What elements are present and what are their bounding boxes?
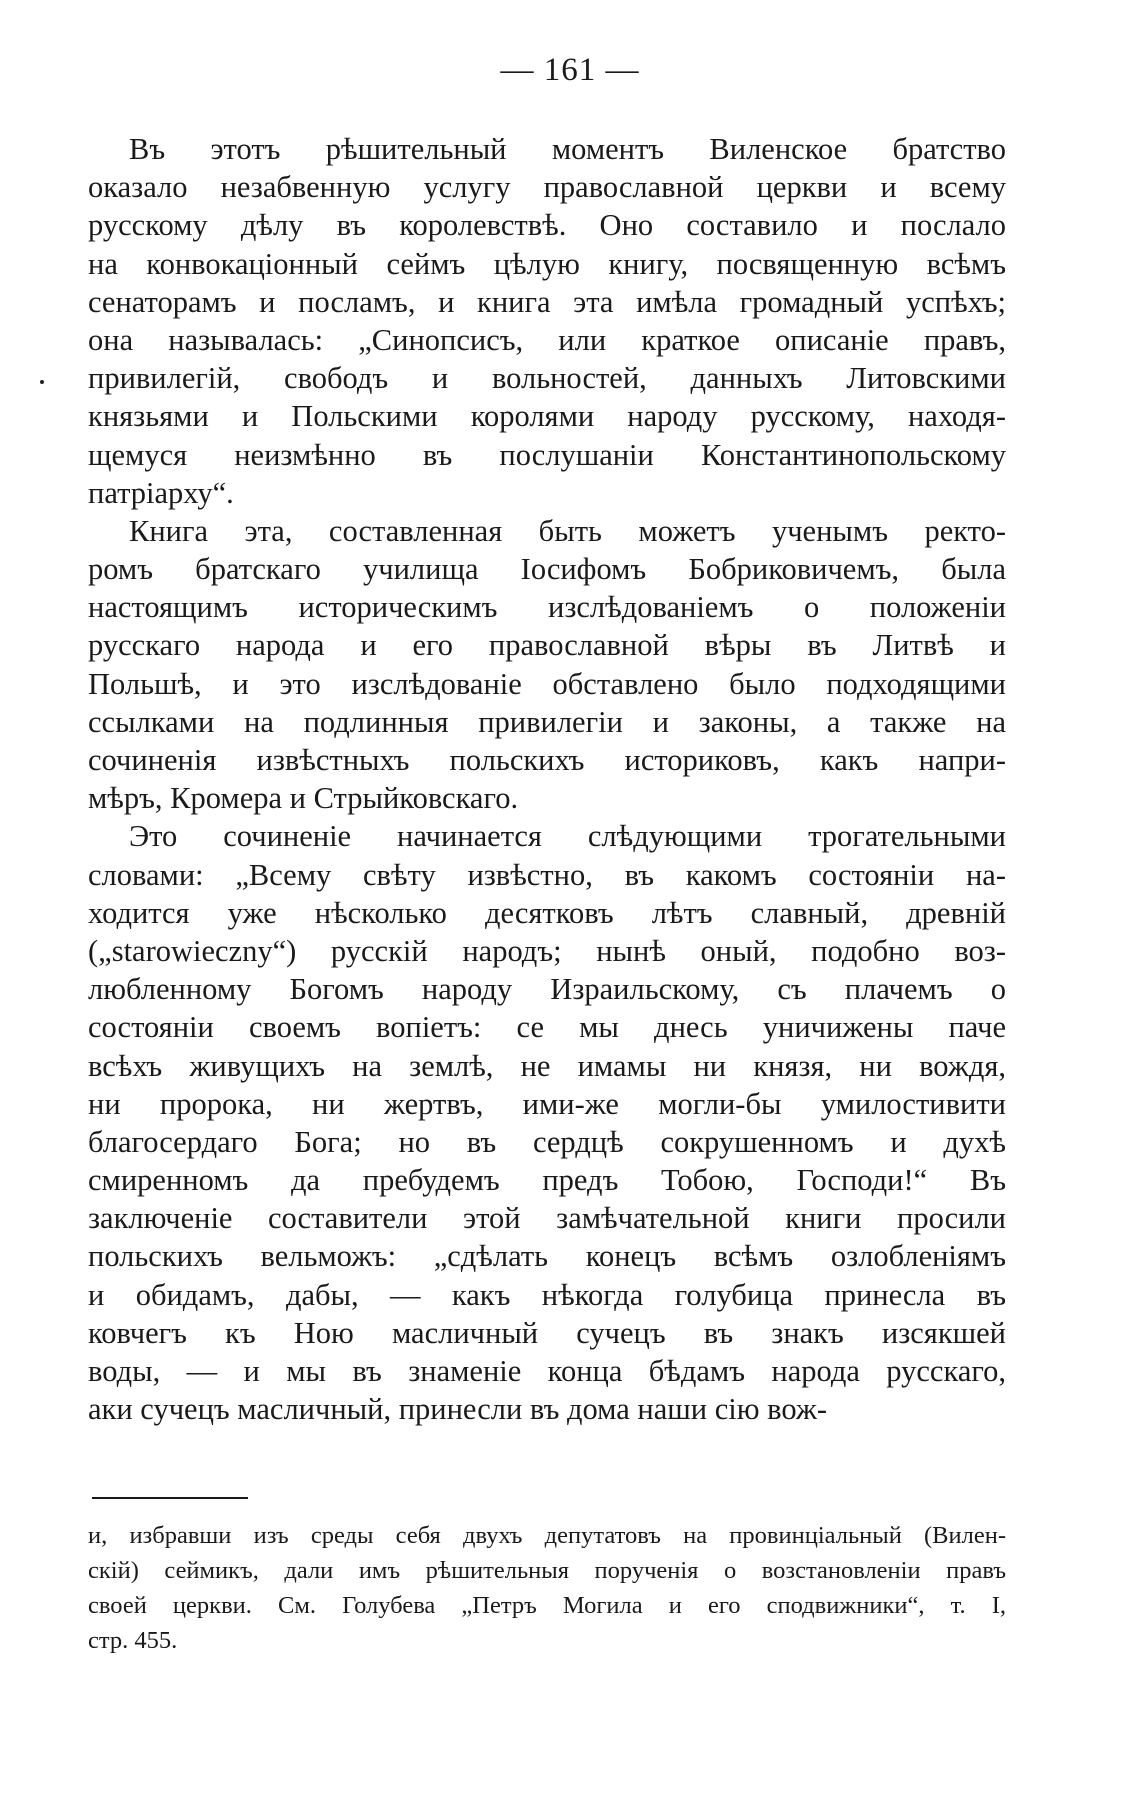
paragraph-2 [88, 512, 1006, 818]
text-line: ни пророка, ни жертвъ, ими-же могли-бы умилостивити [88, 1086, 1006, 1121]
text-line: ромъ братскаго училища Іосифомъ Бобриковичемъ, была [88, 552, 1006, 587]
text-line: на конвокаціонный сеймъ цѣлую книгу, посвященную всѣмъ [88, 246, 1006, 281]
paragraph-3 [88, 817, 1006, 1428]
main-text [88, 130, 1006, 1428]
text-line: патріарху“. [88, 475, 234, 510]
text-line: сенаторамъ и посламъ, и книга эта имѣла громадный успѣхъ; [88, 284, 1006, 319]
text-line: („starowieczny“) русскій народъ; нынѣ оный, подобно воз- [88, 933, 1006, 968]
text-line: щемуся неизмѣнно въ послушаніи Константинопольскому [88, 437, 1006, 472]
text-line: русскому дѣлу въ королевствѣ. Оно составило и послало [88, 208, 1006, 243]
text-line: всѣхъ живущихъ на землѣ, не имамы ни князя, ни вождя, [88, 1048, 1006, 1083]
text-line: мѣръ, Кромера и Стрыйковскаго. [88, 781, 519, 816]
footnote-separator [92, 1497, 248, 1499]
text-line: князьями и Польскими королями народу русскому, находя- [88, 399, 1006, 434]
page-number: — 161 — [500, 52, 640, 88]
text-line: оказало незабвенную услугу православной церкви и всему [88, 170, 1006, 205]
footnote-line: скій) сеймикъ, дали имъ рѣшительныя порученія о возстановленіи правъ [88, 1557, 1006, 1584]
footnote-line: и, избравши изъ среды себя двухъ депутатовъ на провинціальный (Вилен- [88, 1522, 1006, 1549]
text-line: Книга эта, составленная быть можетъ ученымъ ректо- [129, 513, 1006, 548]
paragraph-1 [88, 130, 1006, 512]
text-line: смиренномъ да пребудемъ предъ Тобою, Господи!“ Въ [88, 1163, 1006, 1198]
text-line: любленному Богомъ народу Израильскому, съ плачемъ о [88, 972, 1006, 1007]
text-line: ходится уже нѣсколько десятковъ лѣтъ славный, древній [88, 895, 1006, 930]
footnote [88, 1518, 1006, 1658]
text-line: заключеніе составители этой замѣчательной книги просили [88, 1201, 1006, 1236]
text-line: русскаго народа и его православной вѣры въ Литвѣ и [88, 628, 1006, 663]
footnote-line: своей церкви. См. Голубева „Петръ Могила и его сподвижники“, т. I, [88, 1592, 1006, 1619]
text-line: она называлась: „Синопсисъ, или краткое описаніе правъ, [88, 322, 1006, 357]
footnote-line: стр. 455. [88, 1627, 178, 1654]
text-line: словами: „Всему свѣту извѣстно, въ какомъ состояніи на- [88, 857, 1006, 892]
text-line: привилегій, свободъ и вольностей, данныхъ Литовскими [88, 361, 1006, 396]
text-line: Польшѣ, и это изслѣдованіе обставлено было подходящими [88, 666, 1006, 701]
text-line: сочиненія извѣстныхъ польскихъ историковъ, какъ напри- [88, 743, 1006, 777]
margin-mark [40, 380, 44, 384]
text-line: состояніи своемъ вопіетъ: се мы днесь уничижены паче [88, 1010, 1006, 1045]
text-line: и обидамъ, дабы, — какъ нѣкогда голубица принесла въ [88, 1277, 1006, 1312]
text-line: благосердаго Бога; но въ сердцѣ сокрушенномъ и духѣ [88, 1124, 1006, 1159]
text-line: настоящимъ историческимъ изслѣдованіемъ о положеніи [88, 590, 1006, 625]
text-line: ковчегъ къ Ною масличный сучецъ въ знакъ изсякшей [88, 1315, 1006, 1350]
text-line: аки сучецъ масличный, принесли въ дома наши сію вож- [88, 1392, 828, 1427]
text-line: Въ этотъ рѣшительный моментъ Виленское братство [129, 132, 1006, 166]
text-line: воды, — и мы въ знаменіе конца бѣдамъ народа русскаго, [88, 1354, 1006, 1388]
text-line: польскихъ вельможъ: „сдѣлать конецъ всѣмъ озлобленіямъ [88, 1239, 1006, 1274]
text-line: ссылками на подлинныя привилегіи и законы, а также на [88, 704, 1006, 739]
text-line: Это сочиненіе начинается слѣдующими трогательными [129, 819, 1006, 854]
